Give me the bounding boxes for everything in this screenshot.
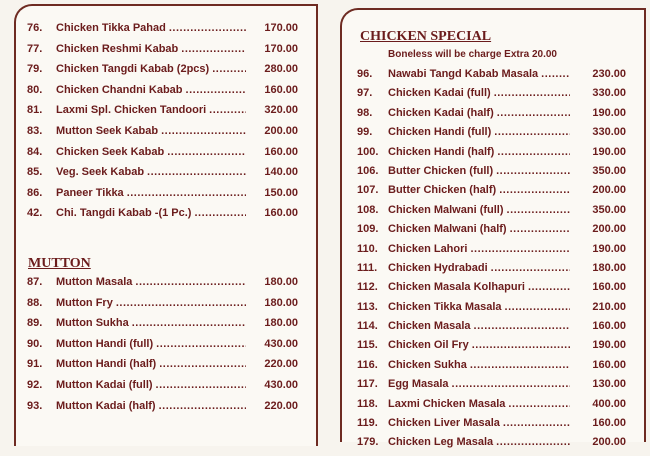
item-price: 160.00 xyxy=(592,281,626,294)
item-number: 86. xyxy=(27,186,43,199)
item-price: 160.00 xyxy=(592,417,626,430)
menu-item xyxy=(16,207,316,228)
dot-leader xyxy=(499,184,570,196)
item-number: 83. xyxy=(27,124,43,137)
item-price: 130.00 xyxy=(592,378,626,391)
dot-leader xyxy=(472,339,570,351)
dot-leader xyxy=(156,338,246,350)
item-price: 220.00 xyxy=(264,358,298,371)
item-number: 79. xyxy=(27,63,43,76)
item-price: 200.00 xyxy=(264,124,298,137)
menu-item xyxy=(342,339,644,358)
item-number: 89. xyxy=(27,317,43,330)
item-price: 350.00 xyxy=(592,203,626,216)
dot-leader xyxy=(491,262,570,274)
item-price: 230.00 xyxy=(592,68,626,80)
item-number: 108. xyxy=(357,203,379,216)
item-number: 90. xyxy=(27,337,43,350)
dot-leader xyxy=(507,204,570,216)
item-price: 160.00 xyxy=(592,358,626,371)
dot-leader xyxy=(159,400,246,412)
item-price: 330.00 xyxy=(592,87,626,100)
item-name: Mutton Kadai (half) xyxy=(56,399,156,412)
menu-item xyxy=(342,398,644,417)
menu-item xyxy=(342,359,644,378)
menu-item xyxy=(342,281,644,300)
menu-item xyxy=(16,297,316,318)
item-price: 200.00 xyxy=(592,436,626,449)
item-name: Mutton Kadai (full) xyxy=(56,378,153,391)
item-number: 119. xyxy=(357,417,378,430)
item-price: 150.00 xyxy=(264,186,298,199)
item-name: Chicken Handi (full) xyxy=(388,126,492,139)
dot-leader xyxy=(496,436,570,448)
menu-item xyxy=(16,84,316,105)
item-name: Mutton Handi (half) xyxy=(56,358,157,371)
menu-item xyxy=(342,184,644,203)
item-name: Chicken Hydrabadi xyxy=(388,261,488,274)
menu-panel-left xyxy=(14,4,318,446)
item-number: 84. xyxy=(27,145,43,158)
item-number: 96. xyxy=(357,68,373,80)
menu-item xyxy=(342,417,644,436)
menu-item xyxy=(342,87,644,106)
item-name: Chicken Masala Kolhapuri xyxy=(388,281,525,294)
item-price: 190.00 xyxy=(592,106,626,119)
item-price: 160.00 xyxy=(264,207,298,220)
menu-item xyxy=(342,301,644,320)
item-number: 88. xyxy=(27,296,43,309)
dot-leader xyxy=(169,22,246,34)
dot-leader xyxy=(135,276,246,288)
menu-item xyxy=(16,146,316,167)
item-price: 200.00 xyxy=(592,223,626,236)
item-price: 330.00 xyxy=(592,126,626,139)
dot-leader xyxy=(494,87,570,99)
menu-item xyxy=(16,22,316,43)
menu-item xyxy=(342,165,644,184)
item-price: 280.00 xyxy=(264,63,298,76)
item-number: 114. xyxy=(357,320,378,333)
item-number: 112. xyxy=(357,281,378,294)
menu-item xyxy=(16,166,316,187)
item-price: 160.00 xyxy=(592,320,626,333)
item-number: 81. xyxy=(27,104,43,117)
tandoor-list xyxy=(16,22,316,228)
dot-leader xyxy=(497,107,570,119)
item-number: 93. xyxy=(27,399,43,412)
menu-item xyxy=(342,378,644,397)
item-price: 190.00 xyxy=(592,145,626,158)
item-number: 91. xyxy=(27,358,43,371)
item-name: Veg. Seek Kabab xyxy=(56,166,145,179)
menu-panel-right xyxy=(340,8,646,449)
dot-leader xyxy=(474,320,570,332)
menu-item xyxy=(16,187,316,208)
dot-leader xyxy=(505,301,570,313)
item-name: Chicken Malwani (half) xyxy=(388,223,507,236)
item-name: Mutton Sukha xyxy=(56,317,129,330)
item-price: 160.00 xyxy=(264,145,298,158)
item-name: Chicken Liver Masala xyxy=(388,417,500,430)
item-number: 117. xyxy=(357,378,378,391)
item-number: 77. xyxy=(27,42,43,55)
item-price: 400.00 xyxy=(592,397,626,410)
menu-item xyxy=(16,379,316,400)
item-name: Nawabi Tangd Kabab Masala xyxy=(388,68,539,80)
dot-leader xyxy=(116,297,246,309)
item-name: Mutton Masala xyxy=(56,276,133,288)
item-name: Chicken Handi (half) xyxy=(388,145,495,158)
dot-leader xyxy=(209,104,246,116)
menu-item xyxy=(342,146,644,165)
item-name: Chicken Leg Masala xyxy=(388,436,494,449)
dot-leader xyxy=(508,398,570,410)
menu-item xyxy=(16,63,316,84)
menu-item xyxy=(342,320,644,339)
item-price: 170.00 xyxy=(264,42,298,55)
item-price: 220.00 xyxy=(264,399,298,412)
item-name: Paneer Tikka xyxy=(56,186,124,199)
dot-leader xyxy=(541,68,570,80)
item-price: 190.00 xyxy=(592,242,626,255)
item-name: Chicken Chandni Kabab xyxy=(56,83,183,96)
dot-leader xyxy=(510,223,570,235)
item-name: Chicken Seek Kabab xyxy=(56,145,165,158)
dot-leader xyxy=(212,63,246,75)
item-number: 87. xyxy=(27,276,43,288)
item-number: 100. xyxy=(357,145,379,158)
item-number: 76. xyxy=(27,22,43,34)
item-number: 113. xyxy=(357,300,378,313)
item-price: 180.00 xyxy=(264,276,298,288)
item-number: 179. xyxy=(357,436,379,449)
item-name: Chicken Reshmi Kabab xyxy=(56,42,179,55)
dot-leader xyxy=(452,378,570,390)
item-price: 140.00 xyxy=(264,166,298,179)
item-number: 106. xyxy=(357,164,379,177)
item-number: 80. xyxy=(27,83,43,96)
dot-leader xyxy=(161,125,246,137)
boneless-note: Boneless will be charge Extra 20.00 xyxy=(388,49,557,60)
menu-item xyxy=(16,125,316,146)
item-name: Chicken Masala xyxy=(388,320,471,333)
item-price: 350.00 xyxy=(592,164,626,177)
item-number: 92. xyxy=(27,378,43,391)
dot-leader xyxy=(167,146,246,158)
item-name: Chicken Tangdi Kabab (2pcs) xyxy=(56,63,210,76)
item-name: Chicken Sukha xyxy=(388,358,467,371)
item-number: 109. xyxy=(357,223,379,236)
menu-item xyxy=(342,204,644,223)
dot-leader xyxy=(194,207,246,219)
dot-leader xyxy=(186,84,246,96)
item-number: 111. xyxy=(357,261,378,274)
item-number: 42. xyxy=(27,207,43,220)
item-number: 107. xyxy=(357,184,379,197)
chicken-special-list xyxy=(342,68,644,456)
item-number: 98. xyxy=(357,106,373,119)
item-name: Chi. Tangdi Kabab -(1 Pc.) xyxy=(56,207,192,220)
item-name: Chicken Kadai (half) xyxy=(388,106,494,119)
menu-item xyxy=(342,243,644,262)
item-name: Mutton Fry xyxy=(56,296,113,309)
item-price: 430.00 xyxy=(264,337,298,350)
item-price: 190.00 xyxy=(592,339,626,352)
dot-leader xyxy=(159,358,246,370)
item-name: Chicken Lahori xyxy=(388,242,468,255)
item-name: Laxmi Spl. Chicken Tandoori xyxy=(56,104,207,117)
item-name: Chicken Oil Fry xyxy=(388,339,469,352)
item-name: Laxmi Chicken Masala xyxy=(388,397,506,410)
item-price: 160.00 xyxy=(264,83,298,96)
dot-leader xyxy=(132,317,246,329)
dot-leader xyxy=(470,243,570,255)
item-name: Butter Chicken (full) xyxy=(388,164,494,177)
mutton-list xyxy=(16,276,316,420)
menu-item xyxy=(342,126,644,145)
item-number: 118. xyxy=(357,397,378,410)
menu-item xyxy=(16,338,316,359)
item-name: Chicken Malwani (full) xyxy=(388,203,504,216)
dot-leader xyxy=(127,187,246,199)
menu-item xyxy=(342,223,644,242)
menu-item xyxy=(16,276,316,297)
dot-leader xyxy=(528,281,570,293)
menu-item xyxy=(16,358,316,379)
item-price: 210.00 xyxy=(592,300,626,313)
menu-item xyxy=(16,317,316,338)
dot-leader xyxy=(147,166,246,178)
item-name: Chicken Tikka Masala xyxy=(388,300,502,313)
item-number: 97. xyxy=(357,87,373,100)
item-name: Mutton Handi (full) xyxy=(56,337,154,350)
item-number: 115. xyxy=(357,339,378,352)
menu-item xyxy=(16,43,316,64)
item-price: 320.00 xyxy=(264,104,298,117)
menu-item xyxy=(342,68,644,87)
menu-item xyxy=(16,400,316,421)
item-name: Chicken Kadai (full) xyxy=(388,87,491,100)
dot-leader xyxy=(496,165,570,177)
menu-item xyxy=(16,104,316,125)
dot-leader xyxy=(156,379,246,391)
dot-leader xyxy=(181,43,246,55)
menu-item xyxy=(342,262,644,281)
item-name: Mutton Seek Kabab xyxy=(56,124,159,137)
item-number: 110. xyxy=(357,242,378,255)
item-price: 180.00 xyxy=(264,296,298,309)
item-price: 180.00 xyxy=(264,317,298,330)
item-name: Butter Chicken (half) xyxy=(388,184,497,197)
item-price: 170.00 xyxy=(264,22,298,34)
item-price: 180.00 xyxy=(592,261,626,274)
item-price: 200.00 xyxy=(592,184,626,197)
item-name: Chicken Tikka Pahad xyxy=(56,22,166,34)
item-price: 430.00 xyxy=(264,378,298,391)
dot-leader xyxy=(497,146,570,158)
item-number: 85. xyxy=(27,166,43,179)
item-number: 99. xyxy=(357,126,373,139)
item-name: Egg Masala xyxy=(388,378,449,391)
dot-leader xyxy=(494,126,570,138)
section-title-chicken-special: CHICKEN SPECIAL xyxy=(360,29,492,44)
menu-item xyxy=(342,436,644,455)
item-number: 116. xyxy=(357,358,378,371)
dot-leader xyxy=(470,359,570,371)
menu-item xyxy=(342,107,644,126)
section-title-mutton: MUTTON xyxy=(28,256,91,271)
dot-leader xyxy=(503,417,570,429)
